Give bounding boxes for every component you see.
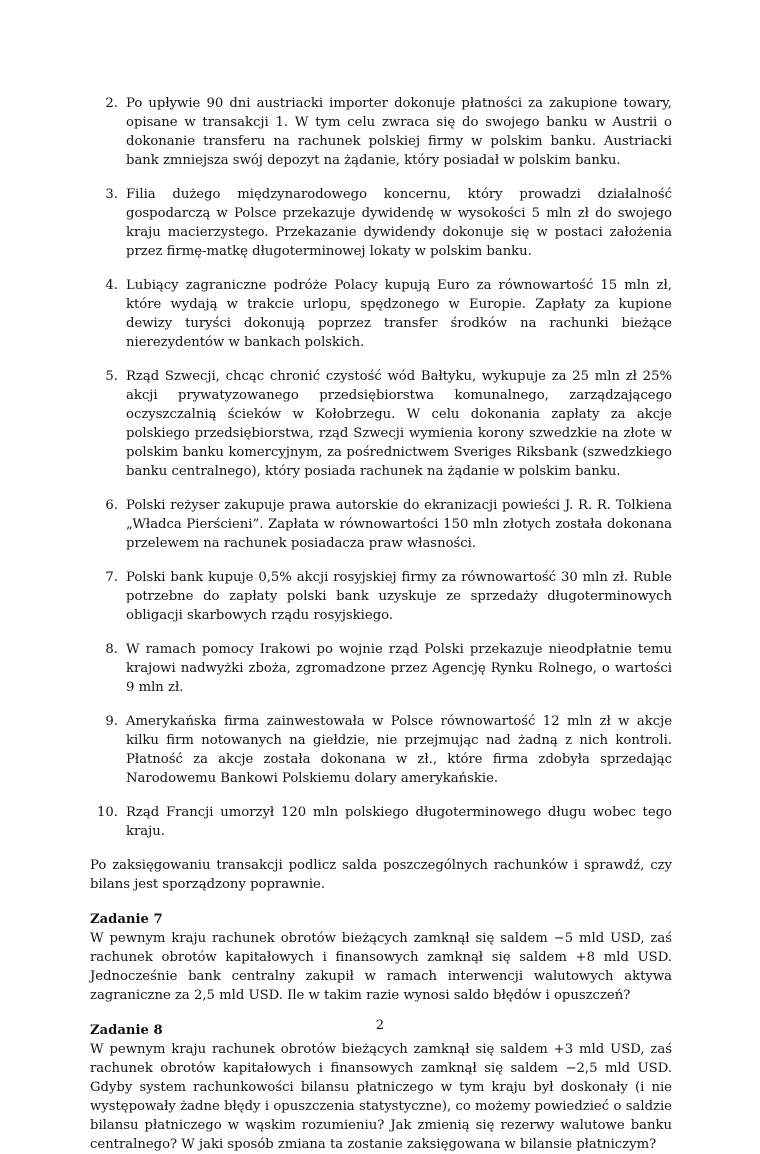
document-page — [90, 94, 672, 1154]
list-item — [90, 496, 672, 553]
list-item — [90, 568, 672, 625]
list-item — [90, 94, 672, 170]
item-text: W ramach pomocy Irakowi po wojnie rząd Polski przekazuje nieodpłatnie temu krajowi nadwyżki zboża, zgromadzone przez Agencję Rynku Rolnego, o wartości 9 mln zł. — [126, 642, 672, 695]
item-number: 2. — [105, 96, 118, 111]
section-text: W pewnym kraju rachunek obrotów bieżących zamknął się saldem +3 mld USD, zaś rachunek obrotów kapitałowych i finansowych zamknął się saldem −2,5 mld USD. Gdyby system rachunkowości bilansu płatniczego w tym kraju był doskonały (i nie występowały żadne błędy i opuszczenia statystyczne), co możemy powiedzieć o saldzie bilansu płatniczego w wąskim rozumieniu? Jak zmienią się rezerwy walutowe banku centralnego? W jaki sposób zmiana ta zostanie zaksięgowana w bilansie płatniczym? — [90, 1042, 672, 1152]
item-number: 7. — [105, 570, 118, 585]
item-number: 5. — [105, 369, 118, 384]
list-item — [90, 185, 672, 261]
section-title: Zadanie 7 — [90, 912, 163, 927]
list-item — [90, 803, 672, 841]
item-number: 3. — [105, 187, 118, 202]
item-text: Rząd Szwecji, chcąc chronić czystość wód Bałtyku, wykupuje za 25 mln zł 25% akcji prywatyzowanego przedsiębiorstwa komunalnego, zarządzającego oczyszczalnią ścieków w Kołobrzegu. W celu dokonania zapłaty za akcje polskiego przedsiębiorstwa, rząd Szwecji wymienia korony szwedzkie na złote w polskim banku komercyjnym, za pośrednictwem Sveriges Riksbank (szwedzkiego banku centralnego), który posiada rachunek na żądanie w polskim banku. — [126, 369, 672, 479]
item-text: Polski bank kupuje 0,5% akcji rosyjskiej firmy za równowartość 30 mln zł. Ruble potrzebne do zapłaty polski bank uzyskuje ze sprzedaży długoterminowych obligacji skarbowych rządu rosyjskiego. — [126, 570, 672, 623]
item-number: 10. — [97, 805, 118, 820]
item-number: 9. — [105, 714, 118, 729]
item-number: 6. — [105, 498, 118, 513]
exercise-7 — [90, 910, 672, 1005]
list-item — [90, 276, 672, 352]
item-number: 8. — [105, 642, 118, 657]
item-text: Polski reżyser zakupuje prawa autorskie do ekranizacji powieści J. R. R. Tolkiena „Władca Pierścieni”. Zapłata w równowartości 150 mln złotych została dokonana przelewem na rachunek posiadacza praw własności. — [126, 498, 672, 551]
exercise-8 — [90, 1021, 672, 1154]
page-number: 2 — [375, 1018, 385, 1033]
item-text: Amerykańska firma zainwestowała w Polsce równowartość 12 mln zł w akcje kilku firm notowanych na giełdzie, nie przejmując nad żadną z nich kontroli. Płatność za akcje została dokonana w zł., które firma zdobyła sprzedając Narodowemu Bankowi Polskiemu dolary amerykańskie. — [126, 714, 672, 786]
section-title: Zadanie 8 — [90, 1023, 163, 1038]
list-item — [90, 712, 672, 788]
item-number: 4. — [105, 278, 118, 293]
item-text: Po upływie 90 dni austriacki importer dokonuje płatności za zakupione towary, opisane w transakcji 1. W tym celu zwraca się do swojego banku w Austrii o dokonanie transferu na rachunek polskiej firmy w polskim banku. Austriacki bank zmniejsza swój depozyt na żądanie, który posiadał w polskim banku. — [126, 96, 672, 168]
list-item — [90, 640, 672, 697]
item-text: Lubiący zagraniczne podróże Polacy kupują Euro za równowartość 15 mln zł, które wydają w trakcie urlopu, spędzonego w Europie. Zapłaty za kupione dewizy turyści dokonują poprzez transfer środków na rachunki bieżące nierezydentów w bankach polskich. — [126, 278, 672, 350]
item-text: Rząd Francji umorzył 120 mln polskiego długoterminowego długu wobec tego kraju. — [126, 805, 672, 839]
list-item — [90, 367, 672, 481]
item-text: Filia dużego międzynarodowego koncernu, który prowadzi działalność gospodarczą w Polsce przekazuje dywidendę w wysokości 5 mln zł do swojego kraju macierzystego. Przekazanie dywidendy dokonuje się w postaci założenia przez firmę-matkę długoterminowej lokaty w polskim banku. — [126, 187, 672, 259]
section-text: W pewnym kraju rachunek obrotów bieżących zamknął się saldem −5 mld USD, zaś rachunek obrotów kapitałowych i finansowych zamknął się saldem +8 mld USD. Jednocześnie bank centralny zakupił w ramach interwencji walutowych aktywa zagraniczne za 2,5 mld USD. Ile w takim razie wynosi saldo błędów i opuszczeń? — [90, 931, 672, 1003]
closing-paragraph: Po zaksięgowaniu transakcji podlicz salda poszczególnych rachunków i sprawdź, czy bilans jest sporządzony poprawnie. — [90, 858, 672, 892]
transaction-list — [90, 94, 672, 841]
